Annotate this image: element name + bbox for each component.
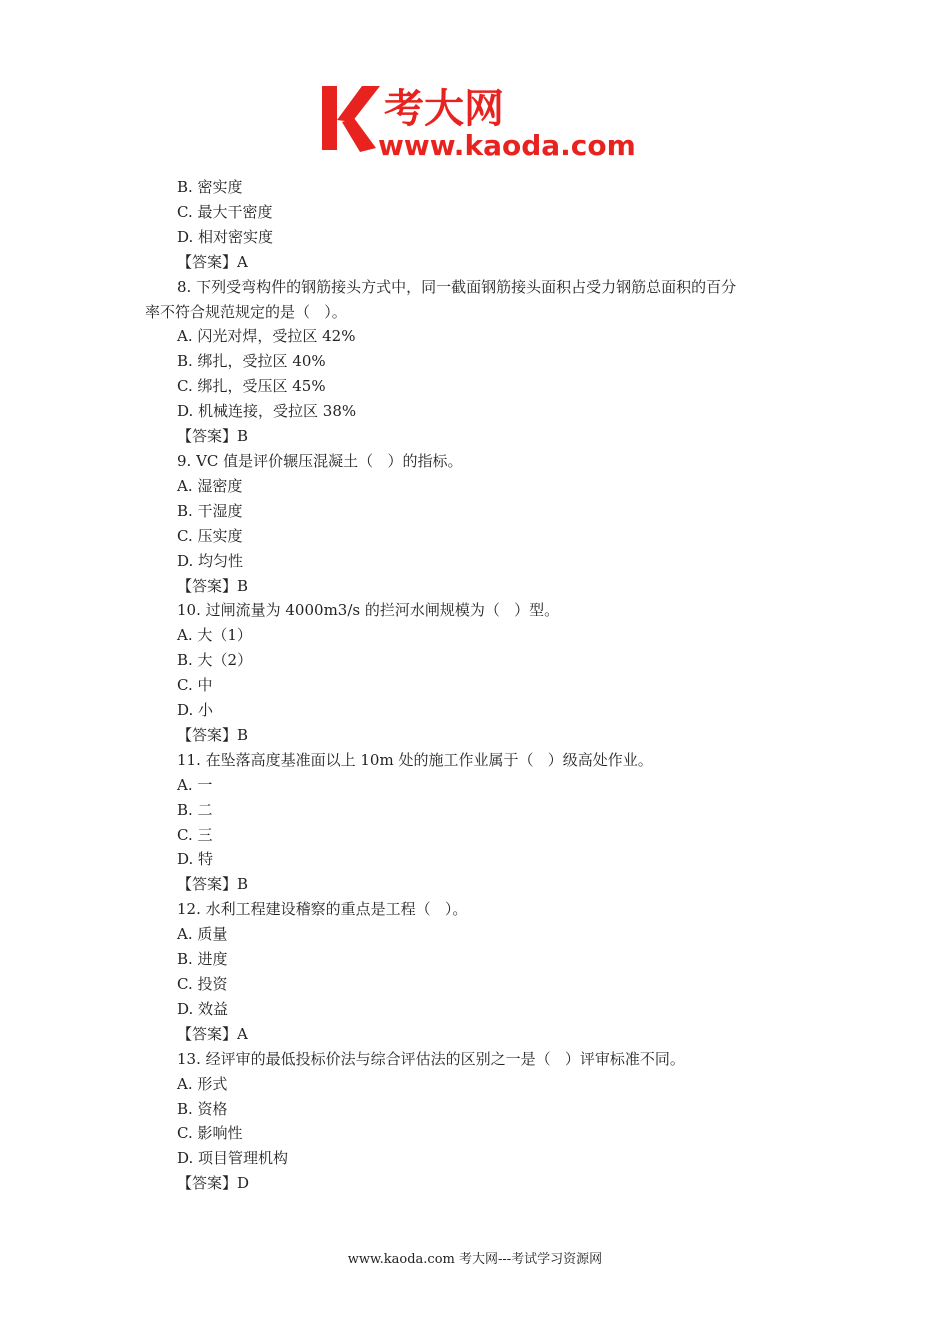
answer-option: A. 湿密度 bbox=[177, 476, 243, 495]
logo-url-text: www.kaoda.com bbox=[378, 129, 636, 160]
question-line: 9. VC 值是评价辗压混凝土（ ）的指标。 bbox=[177, 451, 463, 470]
kaoda-logo bbox=[318, 82, 638, 160]
answer-key: 【答案】B bbox=[177, 576, 249, 595]
question-line: 12. 水利工程建设稽察的重点是工程（ ）。 bbox=[177, 900, 468, 919]
answer-key: 【答案】A bbox=[177, 252, 248, 271]
answer-key: 【答案】B bbox=[177, 725, 249, 744]
answer-option: D. 效益 bbox=[177, 999, 229, 1018]
question-line-continuation: 率不符合规范规定的是（ ）。 bbox=[145, 302, 347, 321]
answer-option: C. 三 bbox=[177, 825, 213, 844]
answer-option: C. 影响性 bbox=[177, 1124, 243, 1143]
question-line: 10. 过闸流量为 4000m3/s 的拦河水闸规模为（ ）型。 bbox=[177, 601, 560, 620]
answer-option: A. 质量 bbox=[177, 925, 228, 944]
answer-option: B. 大（2） bbox=[177, 651, 253, 670]
question-line: 11. 在坠落高度基准面以上 10m 处的施工作业属于（ ）级高处作业。 bbox=[177, 750, 653, 769]
answer-option: A. 形式 bbox=[177, 1074, 228, 1093]
answer-option: B. 绑扎，受拉区 40% bbox=[177, 352, 326, 371]
answer-option: D. 均匀性 bbox=[177, 551, 244, 570]
question-line: 13. 经评审的最低投标价法与综合评估法的区别之一是（ ）评审标准不同。 bbox=[177, 1049, 685, 1068]
answer-option: D. 特 bbox=[177, 850, 214, 869]
answer-option: B. 密实度 bbox=[177, 178, 243, 196]
answer-key: 【答案】B bbox=[177, 875, 249, 894]
answer-option: B. 干湿度 bbox=[177, 501, 243, 520]
answer-option: C. 压实度 bbox=[177, 526, 243, 545]
answer-key: 【答案】B bbox=[177, 427, 249, 446]
answer-option: A. 闪光对焊，受拉区 42% bbox=[177, 327, 356, 346]
exam-question-list bbox=[145, 175, 815, 1196]
logo-brand-text: 考大网 bbox=[384, 86, 504, 132]
answer-option: A. 大（1） bbox=[177, 626, 252, 645]
question-line: 8. 下列受弯构件的钢筋接头方式中，同一截面钢筋接头面积占受力钢筋总面积的百分 bbox=[177, 277, 737, 296]
kaoda-logo-graphic bbox=[318, 82, 638, 160]
answer-option: A. 一 bbox=[177, 775, 213, 794]
page-footer: www.kaoda.com 考大网---考试学习资源网 bbox=[347, 1252, 603, 1267]
answer-key: 【答案】D bbox=[177, 1174, 250, 1193]
answer-option: B. 二 bbox=[177, 800, 213, 819]
answer-option: C. 最大干密度 bbox=[177, 202, 273, 221]
answer-option: B. 进度 bbox=[177, 950, 228, 969]
answer-option: D. 相对密实度 bbox=[177, 227, 274, 246]
answer-option: C. 中 bbox=[177, 676, 213, 695]
answer-option: D. 机械连接，受拉区 38% bbox=[177, 402, 357, 421]
answer-option: D. 小 bbox=[177, 701, 214, 720]
answer-option: C. 绑扎，受压区 45% bbox=[177, 377, 326, 396]
answer-option: D. 项目管理机构 bbox=[177, 1149, 289, 1168]
answer-key: 【答案】A bbox=[177, 1024, 248, 1043]
answer-option: C. 投资 bbox=[177, 975, 228, 993]
answer-option: B. 资格 bbox=[177, 1099, 228, 1118]
